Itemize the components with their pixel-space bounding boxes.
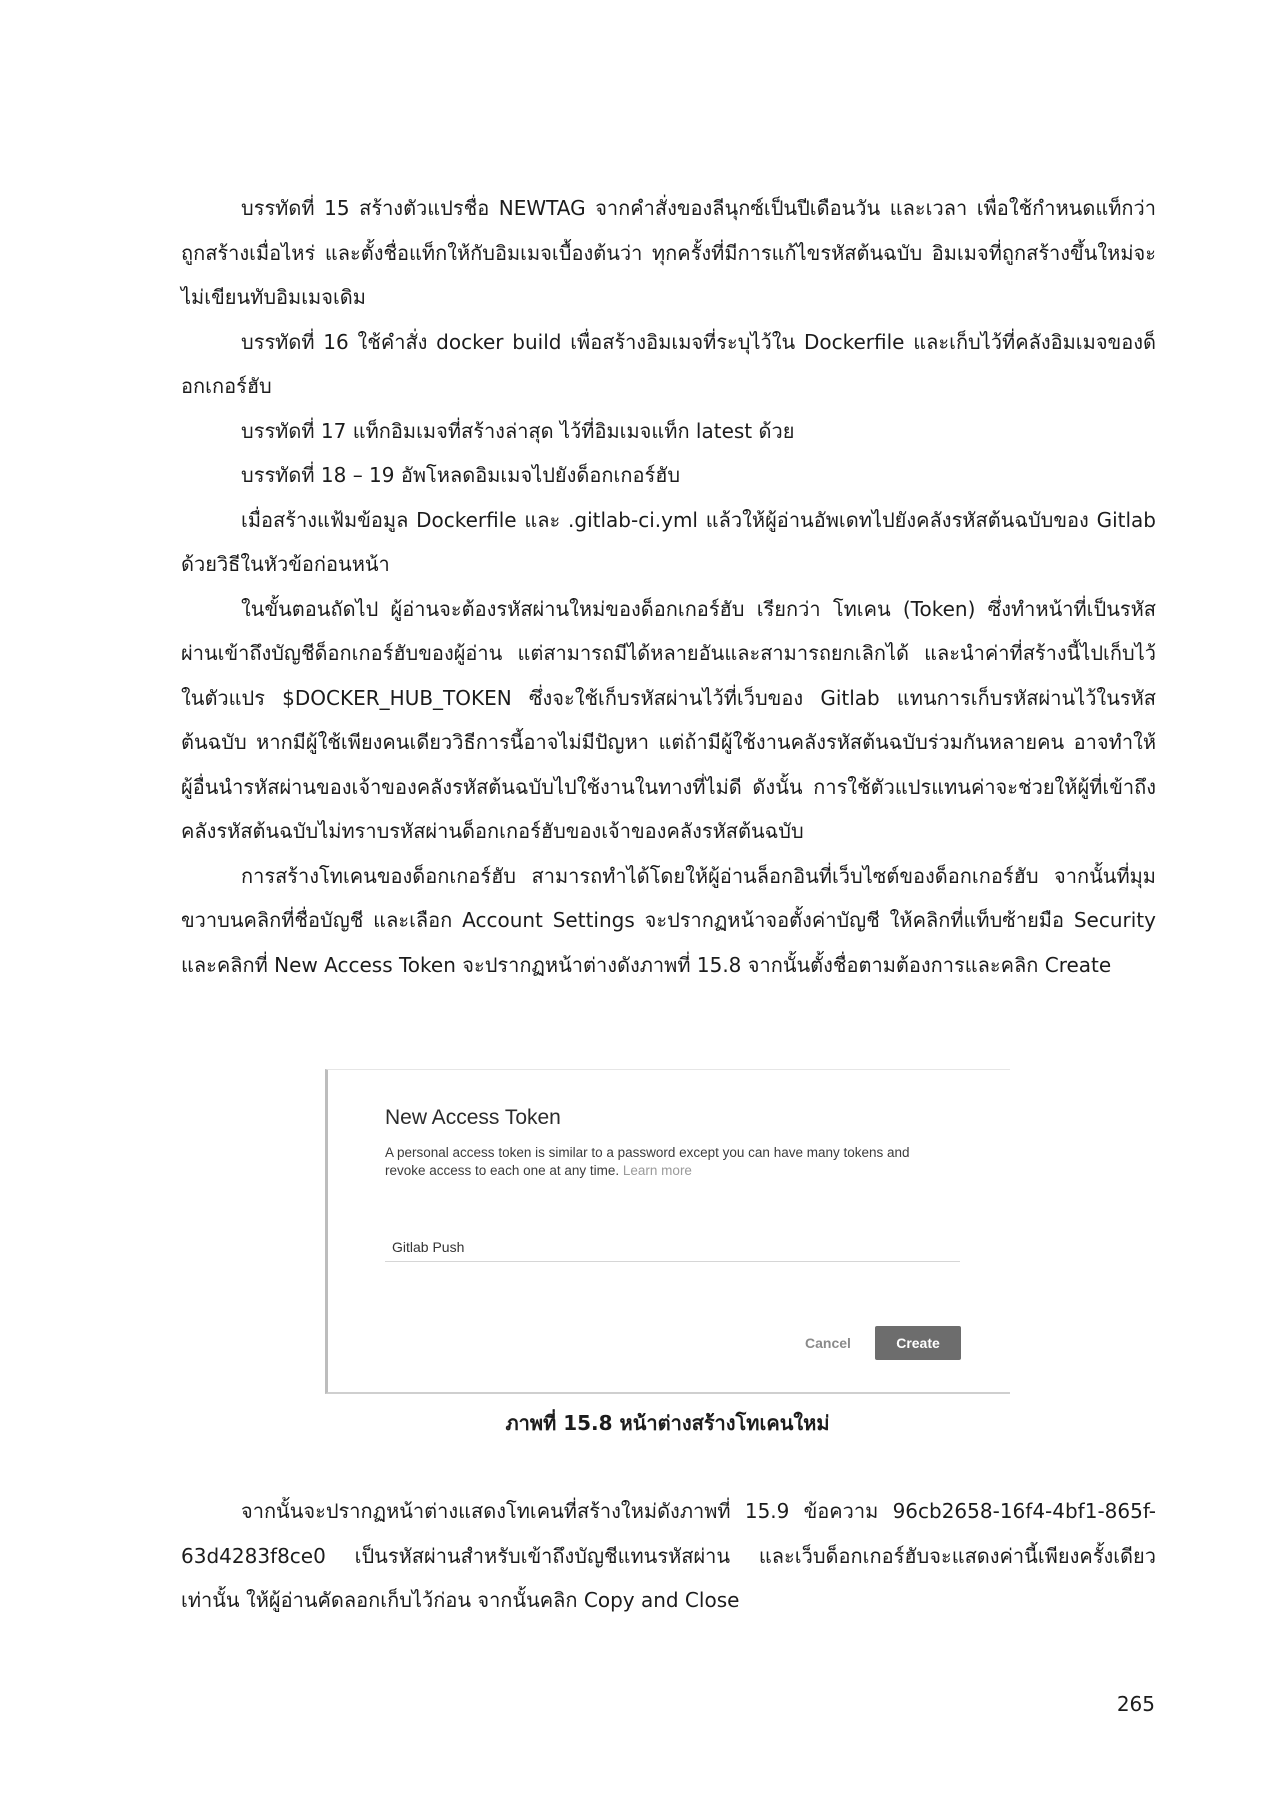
page-number: 265: [1116, 1692, 1155, 1716]
body-text-upper: [181, 186, 1156, 987]
dialog-description: [385, 1144, 945, 1180]
paragraph-create-token-steps: การสร้างโทเคนของด็อกเกอร์ฮับ สามารถทำได้โดยให้ผู้อ่านล็อกอินที่เว็บไซต์ของด็อกเกอร์ฮับ จากนั้นที่มุมขวาบนคลิกที่ชื่อบัญชี และเลือก Account Settings จะปรากฏหน้าจอตั้งค่าบัญชี ให้คลิกที่แท็บซ้ายมือ Security และคลิกที่ New Access Token จะปรากฏหน้าต่างดังภาพที่ 15.8 จากนั้นตั้งชื่อตามต้องการและคลิก Create: [181, 863, 1156, 977]
paragraph-token-explanation: ในขั้นตอนถัดไป ผู้อ่านจะต้องรหัสผ่านใหม่ของด็อกเกอร์ฮับ เรียกว่า โทเคน (Token) ซึ่งทำหน้าที่เป็นรหัสผ่านเข้าถึงบัญชีด็อกเกอร์ฮับของผู้อ่าน แต่สามารถมีได้หลายอันและสามารถยกเลิกได้ และนำค่าที่สร้างนี้ไปเก็บไว้ในตัวแปร $DOCKER_HUB_TOKEN ซึ่งจะใช้เก็บรหัสผ่านไว้ที่เว็บของ Gitlab แทนการเก็บรหัสผ่านไว้ในรหัสต้นฉบับ หากมีผู้ใช้เพียงคนเดียววิธีการนี้อาจไม่มีปัญหา แต่ถ้ามีผู้ใช้งานคลังรหัสต้นฉบับร่วมกันหลายคน อาจทำให้ผู้อื่นนำรหัสผ่านของเจ้าของคลังรหัสต้นฉบับไปใช้งานในทางที่ไม่ดี ดังนั้น การใช้ตัวแปรแทนค่าจะช่วยให้ผู้ที่เข้าถึงคลังรหัสต้นฉบับไม่ทราบรหัสผ่านด็อกเกอร์ฮับของเจ้าของคลังรหัสต้นฉบับ: [181, 596, 1156, 843]
figure-new-access-token: [325, 1069, 1010, 1396]
paragraph-token-display: จากนั้นจะปรากฏหน้าต่างแสดงโทเคนที่สร้างใหม่ดังภาพที่ 15.9 ข้อความ 96cb2658-16f4-4bf1-865f-63d4283f8ce0 เป็นรหัสผ่านสำหรับเข้าถึงบัญชีแทนรหัสผ่าน และเว็บด็อกเกอร์ฮับจะแสดงค่านี้เพียงครั้งเดียวเท่านั้น ให้ผู้อ่านคัดลอกเก็บไว้ก่อน จากนั้นคลิก Copy and Close: [181, 1499, 1156, 1612]
body-text-lower: [181, 1489, 1156, 1623]
paragraph-line-15: บรรทัดที่ 15 สร้างตัวแปรชื่อ NEWTAG จากคำสั่งของลีนุกซ์เป็นปีเดือนวัน และเวลา เพื่อใช้กำหนดแท็กว่าถูกสร้างเมื่อไหร่ และตั้งชื่อแท็กให้กับอิมเมจเบื้องต้นว่า ทุกครั้งที่มีการแก้ไขรหัสต้นฉบับ อิมเมจที่ถูกสร้างขึ้นใหม่จะไม่เขียนทับอิมเมจเดิม: [181, 196, 1156, 309]
paragraph-line-18-19: บรรทัดที่ 18 – 19 อัพโหลดอิมเมจไปยังด็อกเกอร์ฮับ: [241, 463, 681, 487]
paragraph-update-gitlab: เมื่อสร้างแฟ้มข้อมูล Dockerfile และ .gitlab-ci.yml แล้วให้ผู้อ่านอัพเดทไปยังคลังรหัสต้นฉบับของ Gitlab ด้วยวิธีในหัวข้อก่อนหน้า: [181, 507, 1156, 576]
learn-more-link[interactable]: Learn more: [622, 1163, 692, 1178]
figure-caption: ภาพที่ 15.8 หน้าต่างสร้างโทเคนใหม่: [505, 1411, 830, 1435]
create-button[interactable]: Create: [875, 1326, 961, 1360]
paragraph-line-17: บรรทัดที่ 17 แท็กอิมเมจที่สร้างล่าสุด ไว้ที่อิมเมจแท็ก latest ด้วย: [241, 418, 795, 443]
cancel-button[interactable]: Cancel: [793, 1328, 863, 1358]
new-access-token-dialog: [325, 1069, 1010, 1394]
token-description-input[interactable]: [385, 1232, 960, 1262]
paragraph-line-16: บรรทัดที่ 16 ใช้คำสั่ง docker build เพื่อสร้างอิมเมจที่ระบุไว้ใน Dockerfile และเก็บไว้ที่คลังอิมเมจของด็อกเกอร์ฮับ: [181, 329, 1156, 398]
dialog-title: New Access Token: [385, 1106, 561, 1129]
dialog-description-text: A personal access token is similar to a password except you can have many tokens and revoke access to each one at any time.: [385, 1145, 910, 1178]
